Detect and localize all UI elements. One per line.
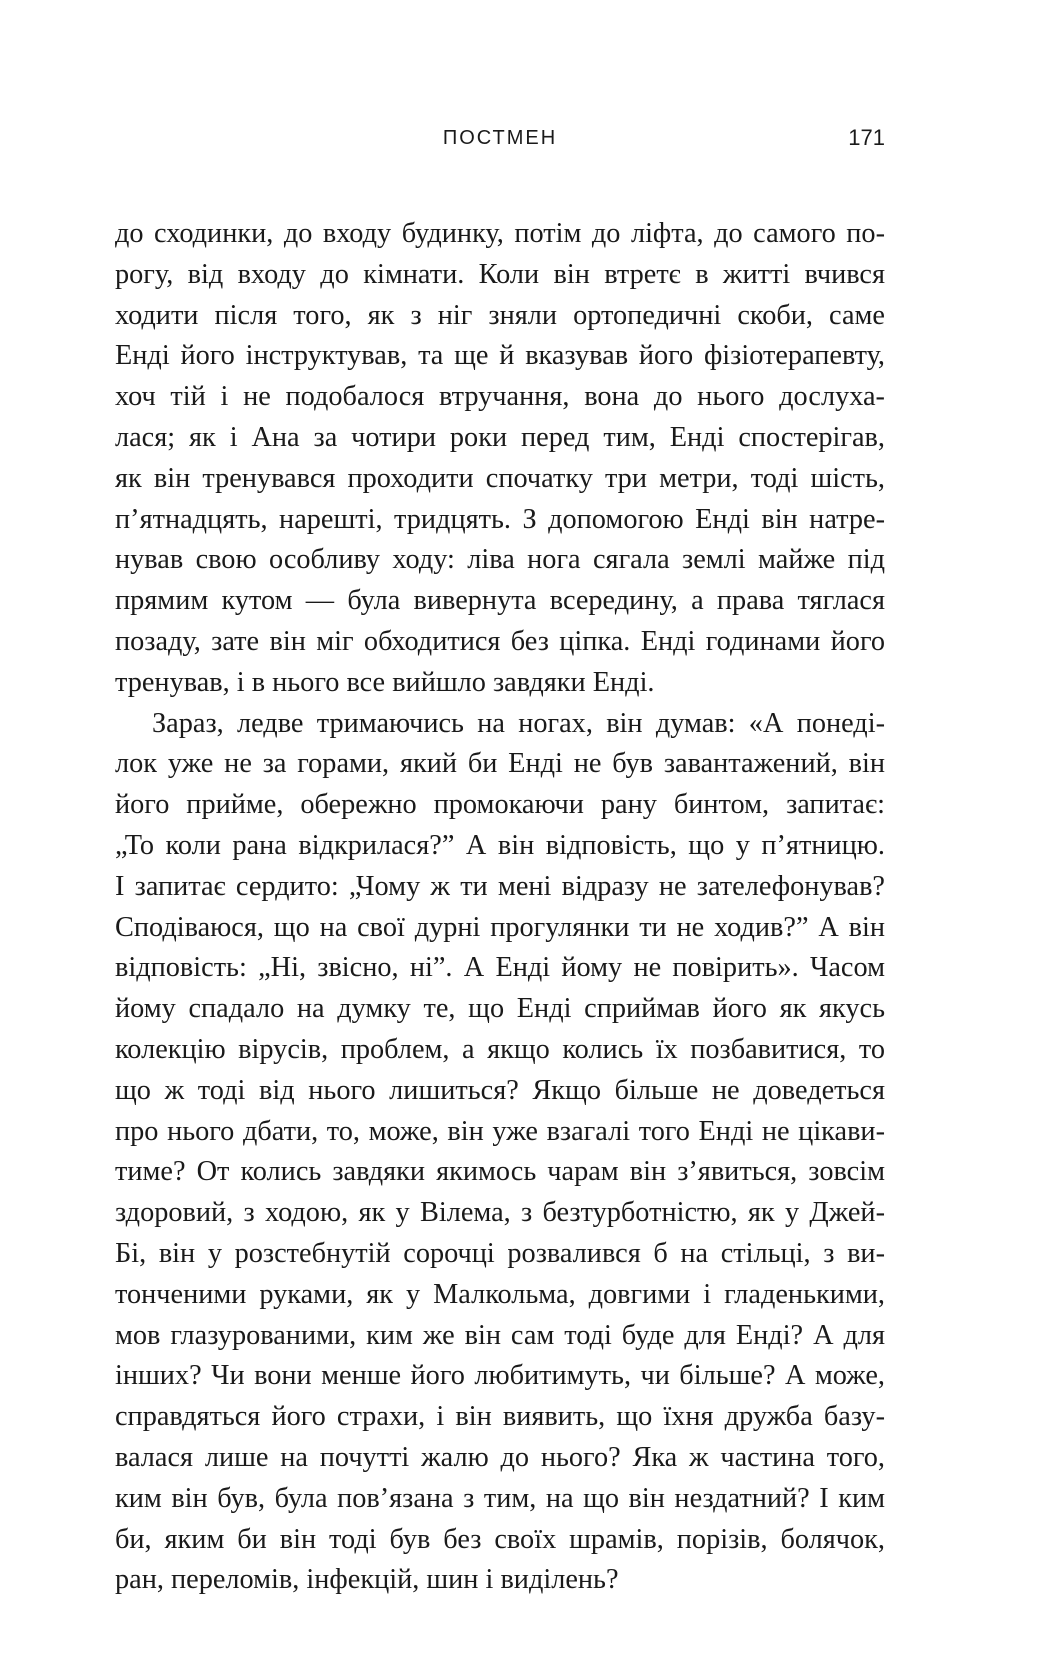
text-line: тиме? От колись завдяки якимось чарам він з’явиться, зовсім: [115, 1156, 885, 1188]
body-text: [115, 214, 885, 1601]
text-line: колекцію вірусів, проблем, а якщо колись їх позбавитися, то: [115, 1033, 885, 1065]
text-line: тренував, і в нього все вийшло завдяки Енді.: [115, 666, 655, 698]
text-line: здоровий, з ходою, як у Вілема, з безтурботністю, як у Джей-: [115, 1197, 885, 1229]
text-line: лася; як і Ана за чотири роки перед тим, Енді спостерігав,: [115, 421, 885, 453]
text-line: валася лише на почутті жалю до нього? Яка ж частина того,: [115, 1441, 885, 1473]
text-line: що ж тоді від нього лишиться? Якщо більше не доведеться: [115, 1074, 885, 1106]
text-line: до сходинки, до входу будинку, потім до ліфта, до самого по-: [115, 218, 885, 249]
text-line: І запитає сердито: „Чому ж ти мені відразу не зателефонував?: [115, 870, 885, 902]
text-line: про нього дбати, то, може, він уже взагалі того Енді не цікави-: [115, 1115, 885, 1147]
text-line: як він тренувався проходити спочатку три метри, тоді шість,: [115, 462, 885, 494]
text-line: „То коли рана відкрилася?” А він відповість, що у п’ятницю.: [115, 829, 885, 861]
text-line: би, яким би він тоді був без своїх шрамів, порізів, болячок,: [115, 1523, 885, 1555]
text-line: відповість: „Ні, звісно, ні”. А Енді йому не повірить». Часом: [115, 952, 885, 984]
text-line: хоч тій і не подобалося втручання, вона до нього дослуха-: [115, 381, 885, 413]
text-line: ран, переломів, інфекцій, шин і виділень?: [115, 1564, 619, 1596]
text-line: справдяться його страхи, і він виявить, що їхня дружба базу-: [115, 1401, 885, 1433]
chapter-title: ПОСТМЕН: [442, 127, 558, 149]
text-line: інших? Чи вони менше його любитимуть, чи більше? А може,: [115, 1360, 885, 1392]
text-line: позаду, зате він міг обходитися без ціпка. Енді годинами його: [115, 625, 885, 657]
page-number: 171: [848, 125, 885, 150]
text-line: нував свою особливу ходу: ліва нога сягала землі майже під: [115, 544, 885, 576]
text-line: ходити після того, як з ніг зняли ортопедичні скоби, саме: [115, 299, 885, 331]
running-head: [115, 122, 885, 154]
text-line: Сподіваюся, що на свої дурні прогулянки ти не ходив?” А він: [115, 911, 885, 943]
text-line: мов глазурованими, ким же він сам тоді буде для Енді? А для: [115, 1319, 885, 1351]
text-line: йому спадало на думку те, що Енді сприймав його як якусь: [115, 993, 885, 1025]
paragraph: [115, 214, 885, 704]
text-line: лок уже не за горами, який би Енді не був завантажений, він: [115, 748, 885, 780]
text-line: тонченими руками, як у Малкольма, довгими і гладенькими,: [115, 1278, 885, 1310]
text-line: Енді його інструктував, та ще й вказував його фізіотерапевту,: [115, 340, 885, 372]
text-line: рогу, від входу до кімнати. Коли він втретє в житті вчився: [115, 258, 885, 290]
text-line: прямим кутом — була вивернута всередину, а права тяглася: [115, 585, 885, 617]
text-line: Бі, він у розстебнутій сорочці розвалився б на стільці, з ви-: [115, 1237, 885, 1269]
text-line: ким він був, була пов’язана з тим, на що він нездатний? І ким: [115, 1482, 885, 1514]
text-line: п’ятнадцять, нарешті, тридцять. З допомогою Енді він натре-: [115, 503, 885, 535]
text-line: Зараз, ледве тримаючись на ногах, він думав: «А понеді-: [152, 707, 885, 739]
paragraph: [115, 704, 885, 1602]
text-line: його прийме, обережно промокаючи рану бинтом, запитає:: [115, 789, 885, 821]
